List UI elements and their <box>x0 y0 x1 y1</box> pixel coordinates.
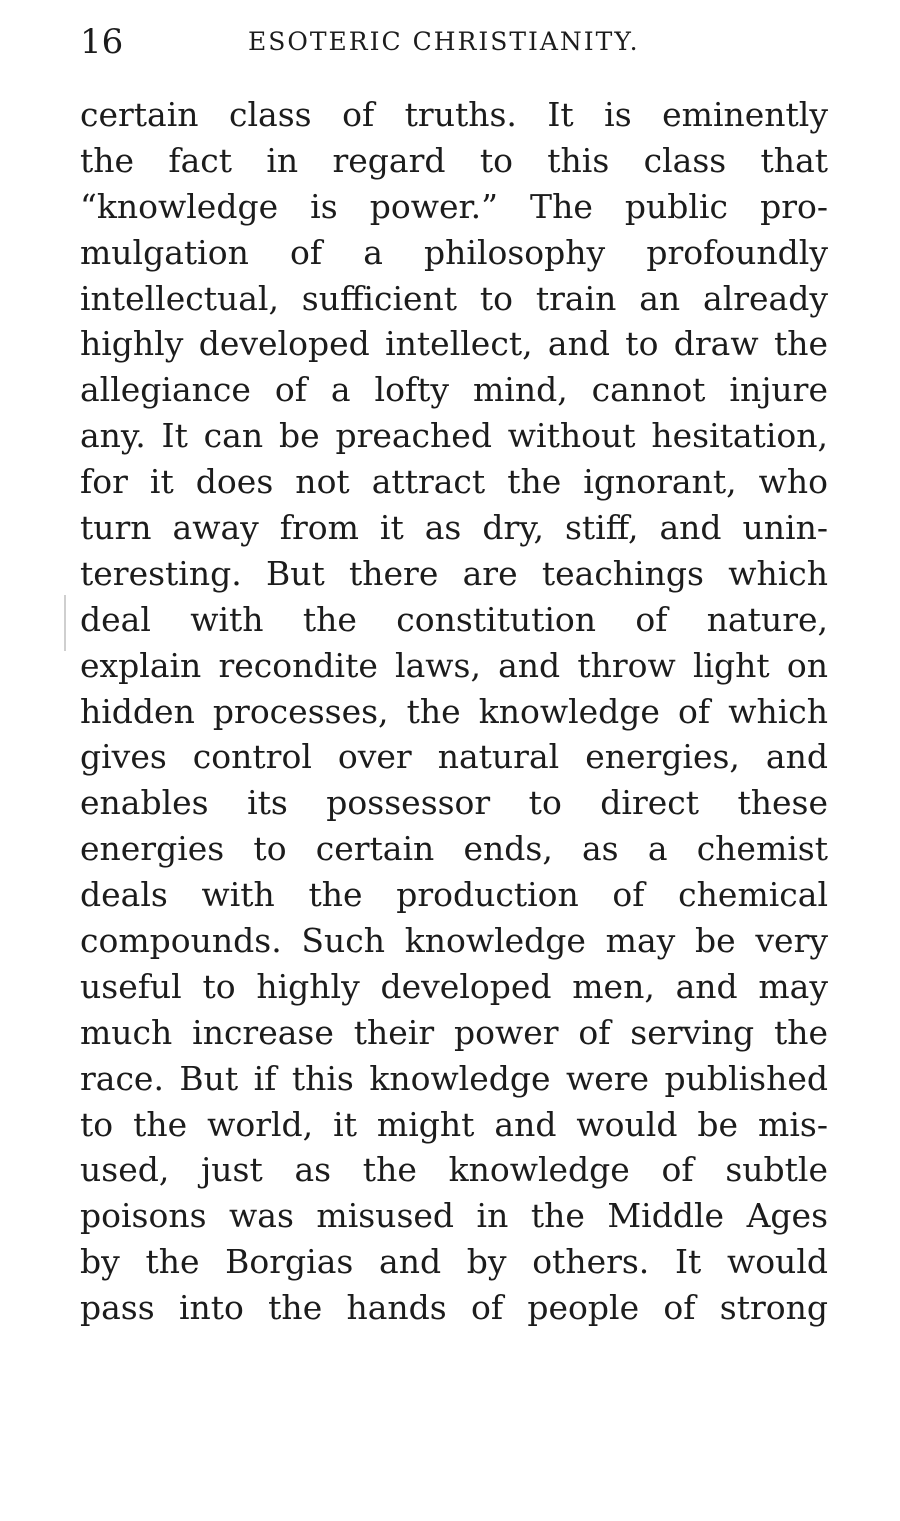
text-line: for it does not attract the ignorant, who <box>80 462 828 502</box>
text-line: intellectual, sufficient to train an already <box>80 278 828 318</box>
text-line: deals with the production of chemical <box>80 875 828 915</box>
page-number: 16 <box>80 22 124 62</box>
text-line: mulgation of a philosophy profoundly <box>80 232 828 272</box>
text-line: used, just as the knowledge of subtle <box>80 1150 828 1190</box>
text-line: compounds. Such knowledge may be very <box>80 921 828 961</box>
text-line: highly developed intellect, and to draw the <box>80 324 828 364</box>
text-line: hidden processes, the knowledge of which <box>80 691 828 731</box>
running-title: ESOTERIC CHRISTIANITY. <box>248 27 640 56</box>
text-line: certain class of truths. It is eminently <box>80 95 828 134</box>
text-line: to the world, it might and would be mis- <box>80 1104 828 1144</box>
text-line: enables its possessor to direct these <box>80 783 828 823</box>
text-line: much increase their power of serving the <box>80 1012 828 1052</box>
text-line: “knowledge is power.” The public pro- <box>80 186 828 226</box>
margin-speck <box>64 595 66 651</box>
text-line: any. It can be preached without hesitation, <box>80 416 828 456</box>
text-line: race. But if this knowledge were published <box>80 1058 828 1098</box>
running-head <box>80 20 828 64</box>
text-line: energies to certain ends, as a chemist <box>80 829 828 869</box>
text-line: teresting. But there are teachings which <box>80 553 828 593</box>
text-line: deal with the constitution of nature, <box>80 599 828 639</box>
text-line: pass into the hands of people of strong <box>80 1288 828 1328</box>
text-line: explain recondite laws, and throw light on <box>80 645 828 685</box>
text-line: allegiance of a lofty mind, cannot injure <box>80 370 828 410</box>
text-line: useful to highly developed men, and may <box>80 966 828 1006</box>
text-line: gives control over natural energies, and <box>80 737 828 777</box>
text-line: the fact in regard to this class that <box>80 140 828 180</box>
text-line: poisons was misused in the Middle Ages <box>80 1196 828 1236</box>
text-line: by the Borgias and by others. It would <box>80 1242 828 1282</box>
body-text <box>80 92 828 1331</box>
text-line: turn away from it as dry, stiff, and unin- <box>80 508 828 548</box>
